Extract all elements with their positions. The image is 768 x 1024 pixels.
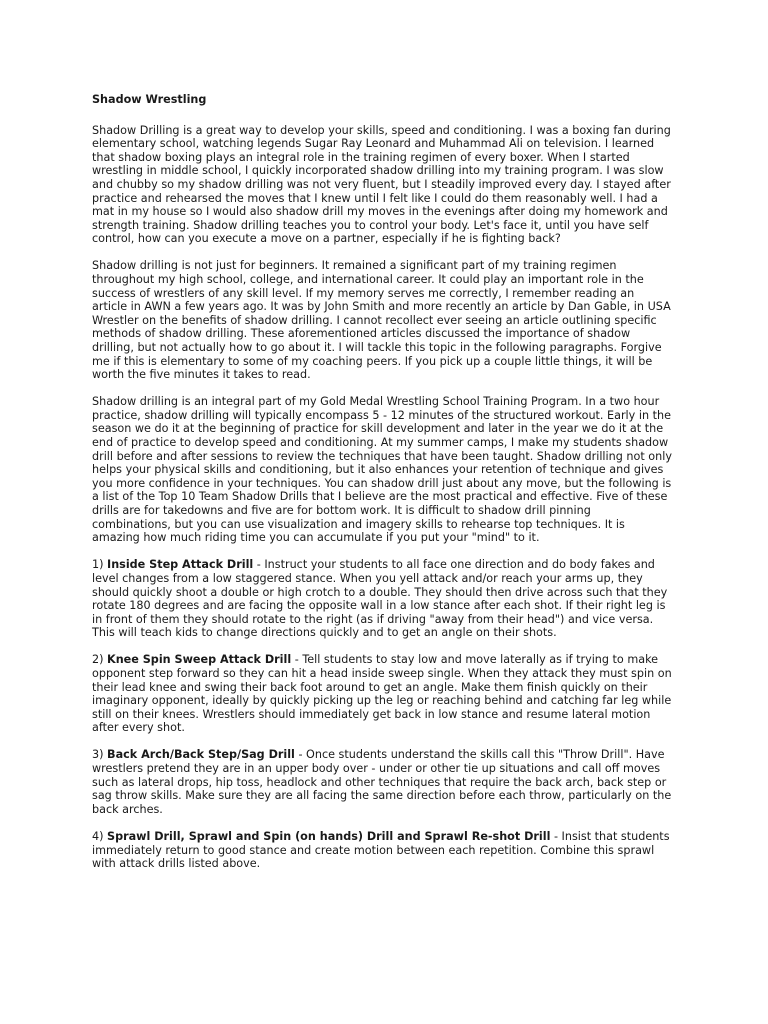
drill-name: Sprawl Drill, Sprawl and Spin (on hands) Drill and Sprawl Re-shot Drill bbox=[107, 829, 551, 843]
document-page bbox=[92, 93, 672, 884]
drill-number: 1) bbox=[92, 558, 108, 572]
paragraph-not-just-beginners: Shadow drilling is not just for beginners. It remained a significant part of my training regimen throughout my high school, college, and international career. It could play an important role in the success of wrestlers of any skill level. If my memory serves me correctly, I remember reading an article in AWN a few years ago. It was by John Smith and more recently an article by Dan Gable, in USA Wrestler on the benefits of shadow drilling. I cannot recollect ever seeing an article outlining specific methods of shadow drilling. These aforementioned articles discussed the importance of shadow drilling, but not actually how to go about it. I will tackle this topic in the following paragraphs. Forgive me if this is elementary to some of my coaching peers. If you pick up a couple little things, it will be worth the five minutes it takes to read. bbox=[92, 259, 671, 382]
drill-name: Knee Spin Sweep Attack Drill bbox=[107, 653, 292, 667]
drill-name: Inside Step Attack Drill bbox=[107, 558, 254, 572]
drill-description: - Tell students to stay low and move laterally as if trying to make opponent step forward so they can hit a head inside sweep single. When they attack they must spin on their lead knee and swing their back foot around to get an angle. Make them finish quickly on their imaginary opponent, ideally by quickly picking up the leg or reaching behind and catching far leg while still on their knees. Wrestlers should immediately get back in low stance and resume lateral motion after every shot. bbox=[92, 653, 672, 735]
paragraph-intro: Shadow Drilling is a great way to develop your skills, speed and conditioning. I was a boxing fan during elementary school, watching legends Sugar Ray Leonard and Muhammad Ali on television. I learned that shadow boxing plays an integral role in the training regimen of every boxer. When I started wrestling in middle school, I quickly incorporated shadow drilling into my training program. I was slow and chubby so my shadow drilling was not very fluent, but I steadily improved every day. I stayed after practice and rehearsed the moves that I knew until I felt like I could do them reasonably well. I had a mat in my house so I would also shadow drill my moves in the evenings after doing my homework and strength training. Shadow drilling teaches you to control your body. Let's face it, until you have self control, how can you execute a move on a partner, especially if he is fighting back? bbox=[92, 123, 671, 246]
drill-number: 3) bbox=[92, 748, 108, 762]
document-title: Shadow Wrestling bbox=[92, 93, 207, 106]
drill-description: - Once students understand the skills call this "Throw Drill". Have wrestlers pretend they are in an upper body over - under or other tie up situations and call off moves such as lateral drops, hip toss, headlock and other techniques that require the back arch, back step or sag throw skills. Make sure they are all facing the same direction before each throw, particularly on the back arches. bbox=[92, 748, 672, 816]
drill-item-4 bbox=[92, 830, 672, 871]
drill-item-3 bbox=[92, 748, 672, 816]
drill-description: - Insist that students immediately return to good stance and create motion between each repetition. Combine this sprawl with attack drills listed above. bbox=[92, 829, 670, 871]
drill-item-1 bbox=[92, 558, 672, 640]
drill-item-2 bbox=[92, 653, 672, 735]
drill-name: Back Arch/Back Step/Sag Drill bbox=[107, 748, 295, 762]
drill-number: 2) bbox=[92, 653, 108, 667]
drill-number: 4) bbox=[92, 829, 108, 843]
drill-description: - Instruct your students to all face one direction and do body fakes and level changes from a low staggered stance. When you yell attack and/or reach your arms up, they should quickly shoot a double or high crotch to a double. They should then drive across such that they rotate 180 degrees and are facing the opposite wall in a low stance after each shot. If their right leg is in front of them they should rotate to the right (as if driving "away from their head") and vice versa. This will teach kids to change directions quickly and to get an angle on their shots. bbox=[92, 558, 668, 640]
paragraph-training-program: Shadow drilling is an integral part of my Gold Medal Wrestling School Training Program. In a two hour practice, shadow drilling will typically encompass 5 - 12 minutes of the structured workout. Early in the season we do it at the beginning of practice for skill development and later in the year we do it at the end of practice to develop speed and conditioning. At my summer camps, I make my students shadow drill before and after sessions to review the techniques that have been taught. Shadow drilling not only helps your physical skills and conditioning, but it also enhances your retention of technique and gives you more confidence in your techniques. You can shadow drill just about any move, but the following is a list of the Top 10 Team Shadow Drills that I believe are the most practical and effective. Five of these drills are for takedowns and five are for bottom work. It is difficult to shadow drill pinning combinations, but you can use visualization and imagery skills to rehearse top techniques. It is amazing how much riding time you can accumulate if you put your "mind" to it. bbox=[92, 395, 672, 545]
